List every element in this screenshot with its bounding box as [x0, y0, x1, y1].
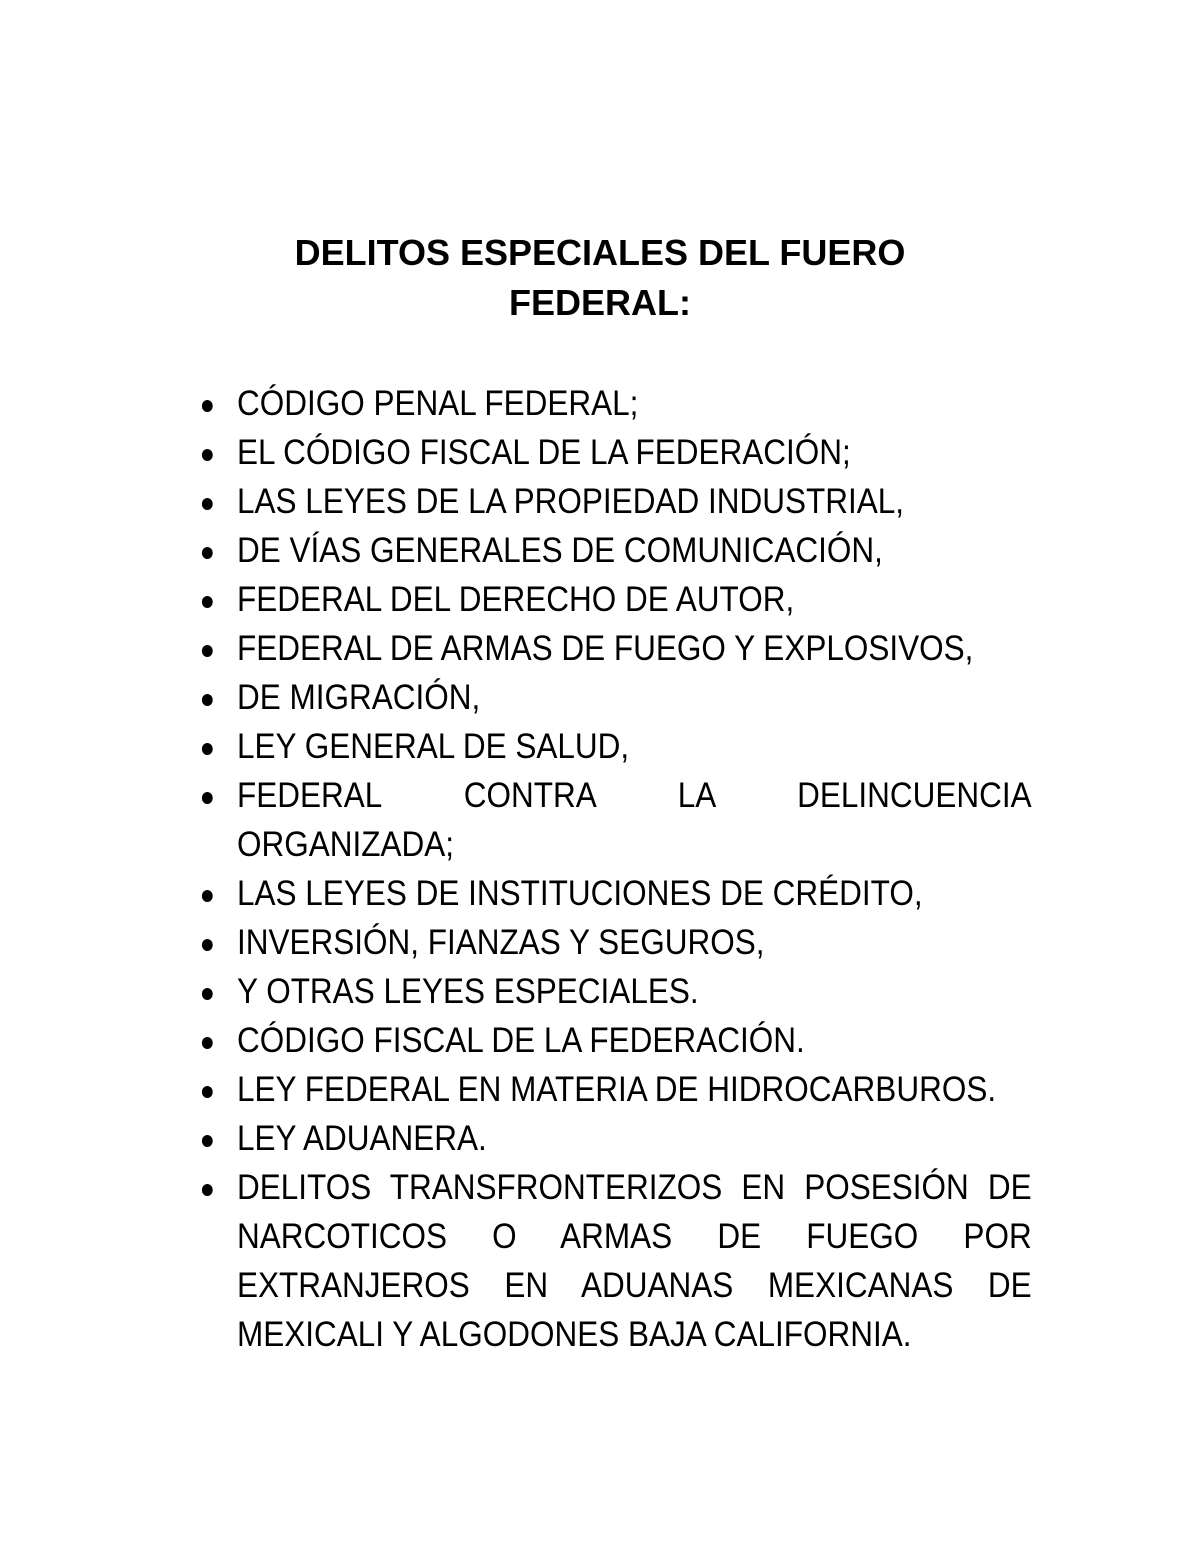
- list-item-text: DE MIGRACIÓN,: [237, 678, 481, 717]
- bullet-icon: [202, 645, 213, 657]
- list-item-text: LAS LEYES DE LA PROPIEDAD INDUSTRIAL,: [237, 482, 904, 521]
- bullet-icon: [202, 988, 213, 1000]
- list-item: [237, 1065, 1032, 1114]
- title-line-2: FEDERAL:: [509, 282, 691, 324]
- list-item-text: FEDERAL CONTRA LA DELINCUENCIA ORGANIZADA;: [237, 776, 1032, 864]
- bullet-icon: [202, 939, 213, 951]
- list-item: [237, 722, 1032, 771]
- list-item-text: FEDERAL DE ARMAS DE FUEGO Y EXPLOSIVOS,: [237, 629, 974, 668]
- list-item-text: DE VÍAS GENERALES DE COMUNICACIÓN,: [237, 531, 883, 570]
- bullet-icon: [202, 547, 213, 559]
- bullet-icon: [202, 743, 213, 755]
- bullet-icon: [202, 1135, 213, 1147]
- bullet-icon: [202, 890, 213, 902]
- list-item-text: LEY GENERAL DE SALUD,: [237, 727, 630, 766]
- bullet-icon: [202, 400, 213, 412]
- list-item: [237, 1114, 1032, 1163]
- list-item: [237, 967, 1032, 1016]
- page-title: [0, 228, 1200, 328]
- bullet-icon: [202, 498, 213, 510]
- list-item: [237, 575, 1032, 624]
- list-item-text: Y OTRAS LEYES ESPECIALES.: [237, 972, 699, 1011]
- list-item-text: INVERSIÓN, FIANZAS Y SEGUROS,: [237, 923, 765, 962]
- list-item: [237, 869, 1032, 918]
- bullet-icon: [202, 1037, 213, 1049]
- list-item: [237, 673, 1032, 722]
- list-item-text: LEY ADUANERA.: [237, 1119, 487, 1158]
- list-item-text: CÓDIGO PENAL FEDERAL;: [237, 384, 639, 423]
- bullet-icon: [202, 449, 213, 461]
- list-item-text: DELITOS TRANSFRONTERIZOS EN POSESIÓN DE NARCOTICOS O ARMAS DE FUEGO POR EXTRANJEROS EN ADUANAS MEXICANAS DE MEXICALI Y ALGODONES BAJA CALIFORNIA.: [237, 1168, 1032, 1354]
- bulleted-list: [237, 379, 1032, 1359]
- list-item-text: FEDERAL DEL DERECHO DE AUTOR,: [237, 580, 795, 619]
- list-item: [237, 1163, 1032, 1359]
- bullet-icon: [202, 792, 213, 804]
- bullet-icon: [202, 1184, 213, 1196]
- list-item: [237, 624, 1032, 673]
- list-item-text: LAS LEYES DE INSTITUCIONES DE CRÉDITO,: [237, 874, 923, 913]
- list-item: [237, 379, 1032, 428]
- bullet-icon: [202, 596, 213, 608]
- list-item: [237, 526, 1032, 575]
- list-item-text: CÓDIGO FISCAL DE LA FEDERACIÓN.: [237, 1021, 805, 1060]
- bullet-icon: [202, 694, 213, 706]
- list-item-text: LEY FEDERAL EN MATERIA DE HIDROCARBUROS.: [237, 1070, 997, 1109]
- list-item: [237, 477, 1032, 526]
- list-item-text: EL CÓDIGO FISCAL DE LA FEDERACIÓN;: [237, 433, 851, 472]
- bullet-icon: [202, 1086, 213, 1098]
- list-item: [237, 1016, 1032, 1065]
- list-item: [237, 771, 1032, 869]
- list-item: [237, 918, 1032, 967]
- title-line-1: DELITOS ESPECIALES DEL FUERO: [294, 232, 906, 274]
- list-item: [237, 428, 1032, 477]
